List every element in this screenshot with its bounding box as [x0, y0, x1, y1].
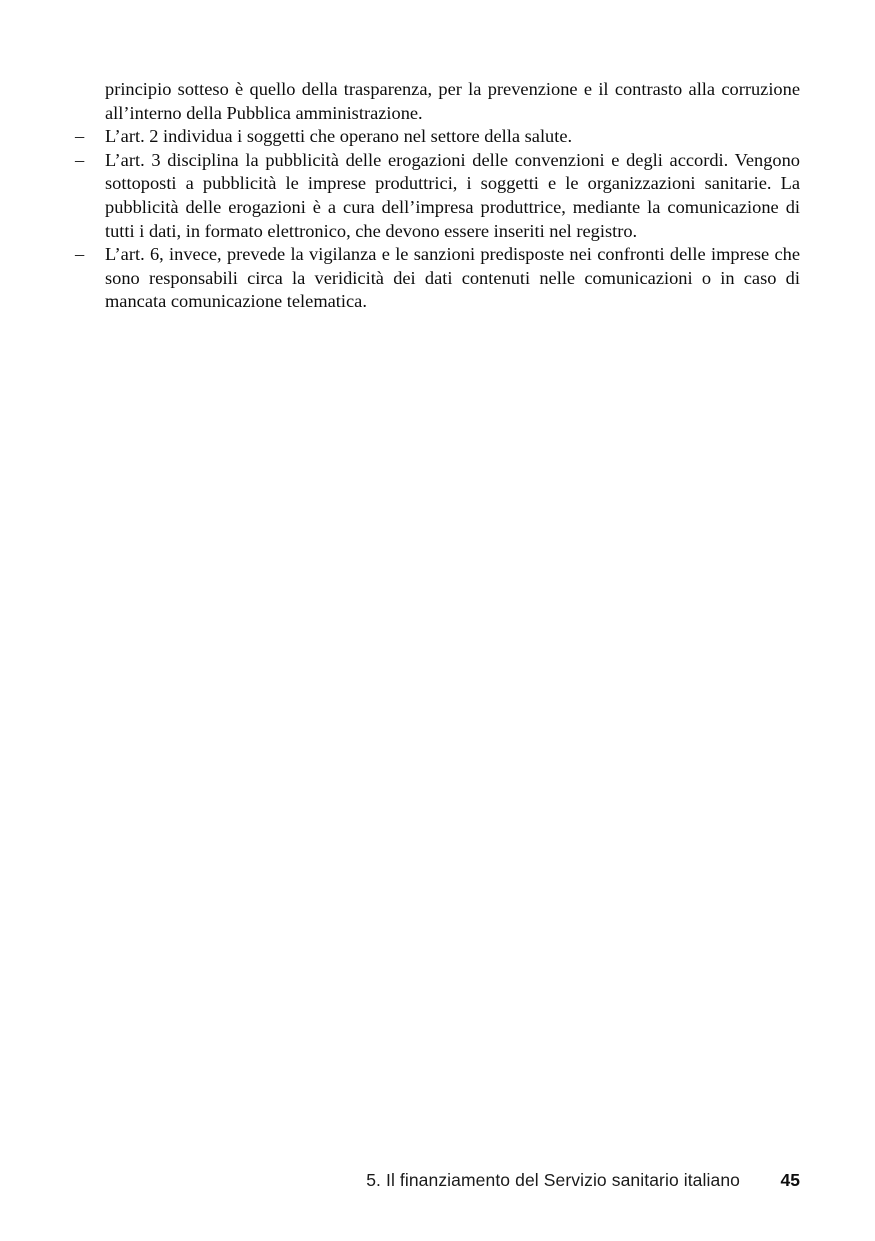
- page-content: [75, 78, 800, 314]
- continuation-paragraph: principio sotteso è quello della trasparenza, per la prevenzione e il contrasto alla corruzione all’interno della Pubblica amministrazione.: [105, 79, 800, 123]
- list-item: [75, 243, 800, 314]
- dash-bullet-icon: –: [75, 149, 85, 170]
- running-header-title: 5. Il finanziamento del Servizio sanitario italiano: [366, 1170, 740, 1190]
- dash-bullet-icon: –: [75, 126, 85, 147]
- list-item-text: L’art. 6, invece, prevede la vigilanza e le sanzioni predisposte nei confronti delle imprese che sono responsabili circa la veridicità dei dati contenuti nelle comunicazioni o in caso di mancata comunicazione telematica.: [105, 244, 800, 312]
- list-item-text: L’art. 3 disciplina la pubblicità delle erogazioni delle convenzioni e degli accordi. Vengono sottoposti a pubblicità le imprese produttrici, i soggetti e le organizzazioni sanitarie. La pubblicità delle erogazioni è a cura dell’impresa produttrice, mediante la comunicazione di tutti i dati, in formato elettronico, che devono essere inseriti nel registro.: [105, 149, 800, 241]
- list-item-text: L’art. 2 individua i soggetti che operano nel settore della salute.: [105, 126, 573, 147]
- list-item: [75, 125, 800, 149]
- list-item: [75, 149, 800, 243]
- bulleted-list: [75, 125, 800, 314]
- page-footer: [75, 1168, 800, 1198]
- dash-bullet-icon: –: [75, 244, 85, 265]
- page-number: 45: [780, 1170, 800, 1190]
